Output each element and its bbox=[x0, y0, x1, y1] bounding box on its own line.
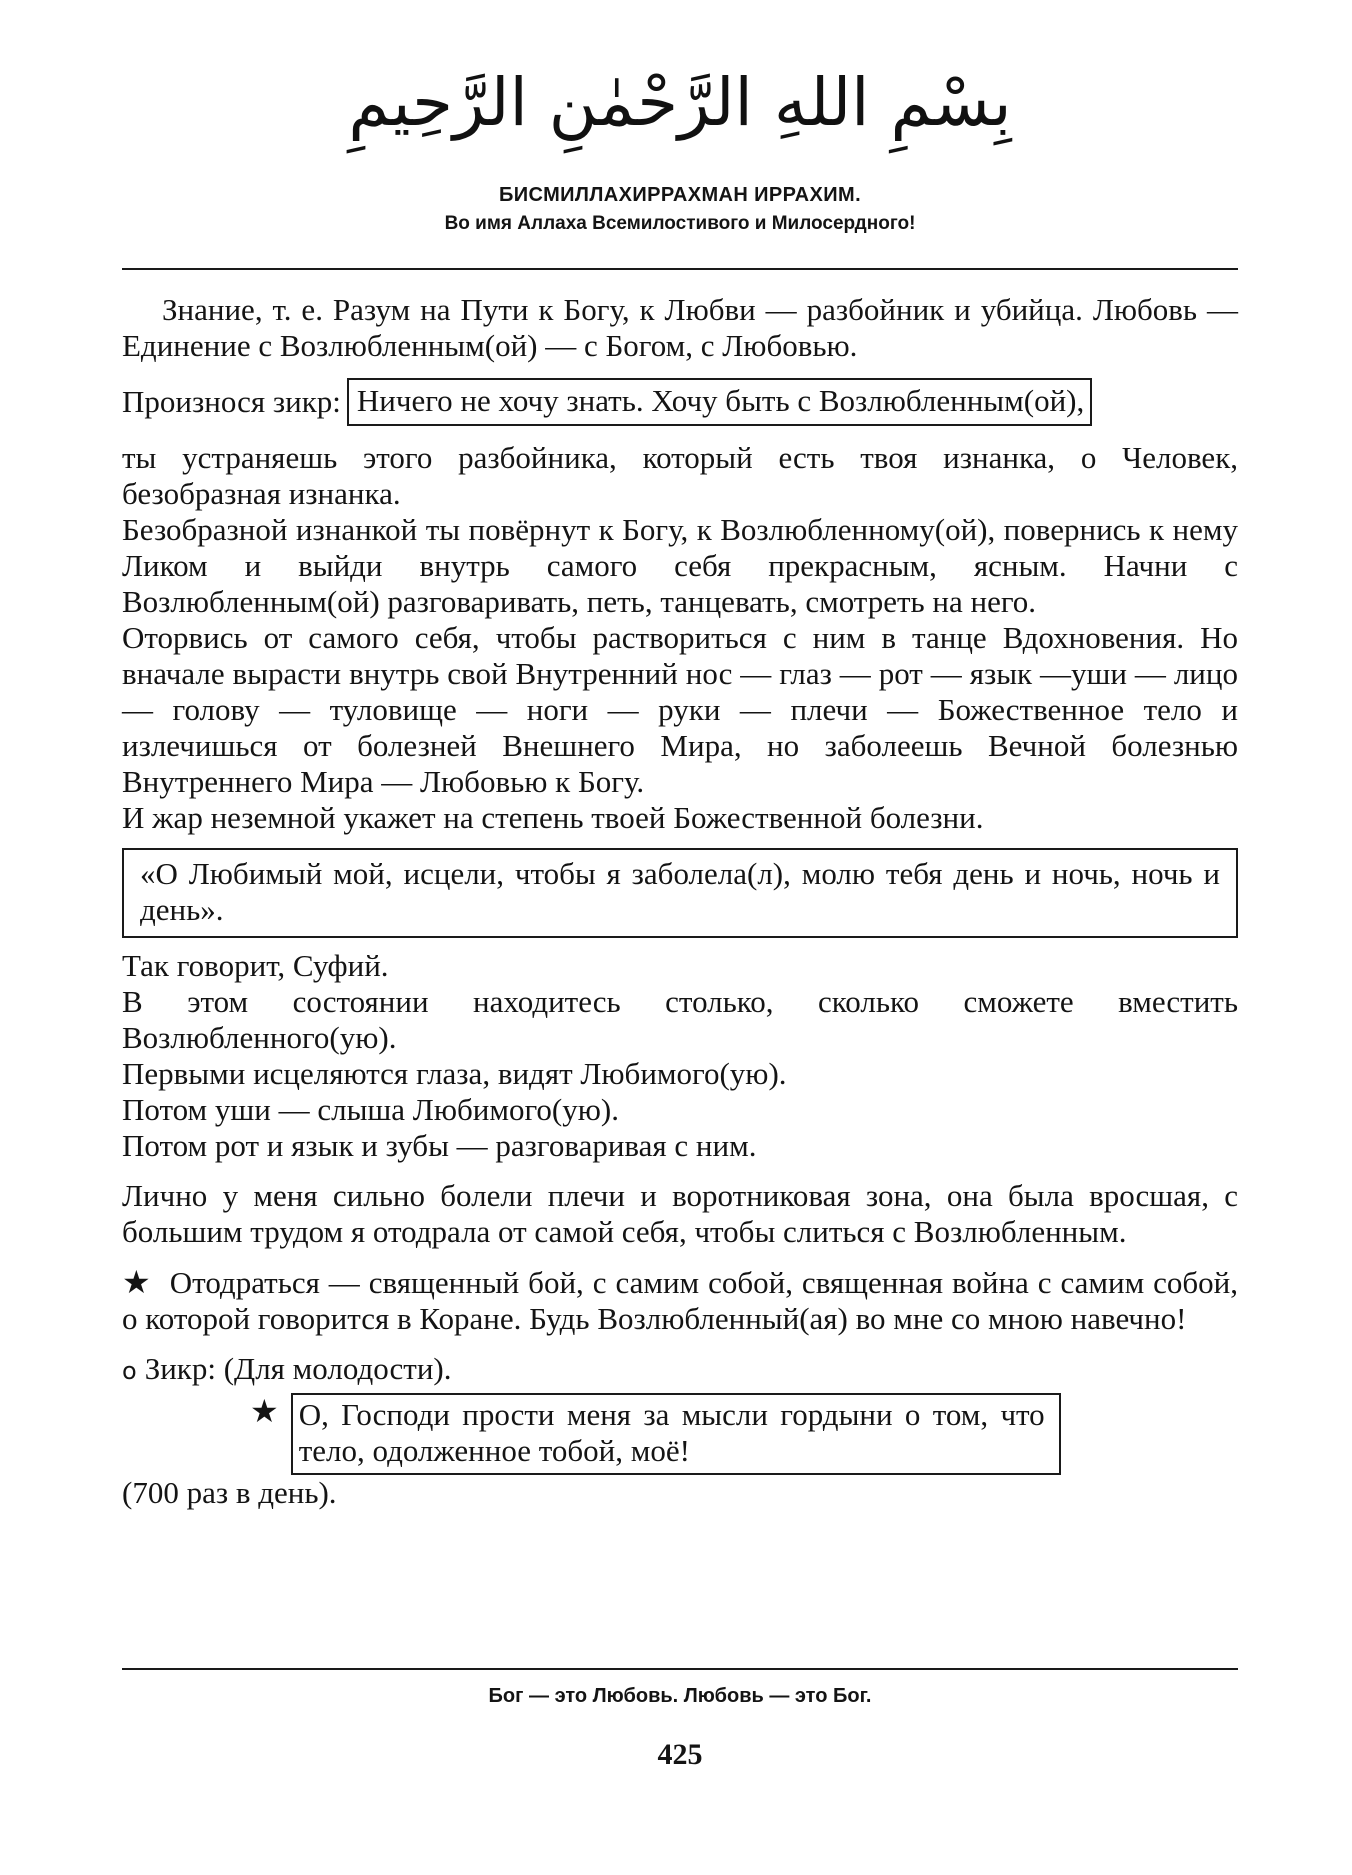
zikr2-row bbox=[250, 1393, 1238, 1475]
star-icon: ★ bbox=[250, 1392, 279, 1430]
quote-box: «О Любимый мой, исцели, чтобы я заболела(л), молю тебя день и ночь, ночь и день». bbox=[122, 848, 1238, 938]
footer-motto: Бог — это Любовь. Любовь — это Бог. bbox=[488, 1685, 872, 1707]
zikr-boxed-text: Ничего не хочу знать. Хочу быть с Возлюбленным(ой), bbox=[347, 378, 1092, 426]
paragraph: Первыми исцеляются глаза, видят Любимого(ую). bbox=[122, 1056, 787, 1091]
paragraph: Лично у меня сильно болели плечи и воротниковая зона, она была вросшая, с большим трудом я отодрала от самой себя, чтобы слиться с Возлюбленным. bbox=[122, 1178, 1238, 1249]
header-divider bbox=[122, 268, 1238, 270]
paragraph: Оторвись от самого себя, чтобы раствориться с ним в танце Вдохновения. Но вначале вырасти внутрь свой Внутренний нос — глаз — рот — язык —уши — лицо — голову — туловище — ноги — руки — плечи — Божественное тело и излечишься от болезней Внешнего Мира, но заболеешь Вечной болезнью Внутреннего Мира — Любовью к Богу. bbox=[122, 620, 1238, 799]
zikr2-label-line bbox=[122, 1351, 1238, 1389]
paragraph: Потом рот и язык и зубы — разговаривая с ним. bbox=[122, 1128, 757, 1163]
paragraph: В этом состоянии находитесь столько, сколько сможете вместить Возлюбленного(ую). bbox=[122, 984, 1238, 1055]
footer-divider bbox=[122, 1668, 1238, 1670]
page-header bbox=[122, 64, 1238, 235]
page-number: 425 bbox=[657, 1738, 703, 1771]
book-page bbox=[122, 0, 1238, 1875]
paragraph: И жар неземной укажет на степень твоей Божественной болезни. bbox=[122, 800, 984, 835]
header-subtitle: Во имя Аллаха Всемилостивого и Милосердного! bbox=[444, 213, 916, 234]
star-icon: ★ bbox=[122, 1263, 152, 1301]
page-body bbox=[122, 292, 1238, 1511]
star-paragraph bbox=[122, 1264, 1238, 1337]
circle-bullet-icon: o bbox=[122, 1357, 137, 1385]
paragraph: ты устраняешь этого разбойника, который есть твоя изнанка, о Человек, безобразная изнанка. bbox=[122, 440, 1238, 511]
header-title: БИСМИЛЛАХИРРАХМАН ИРРАХИМ. bbox=[498, 184, 862, 206]
zikr2-boxed-text: О, Господи прости меня за мысли гордыни о том, что тело, одолженное тобой, моё! bbox=[291, 1393, 1061, 1475]
zikr-line bbox=[122, 378, 1238, 426]
zikr2-label: Зикр: (Для молодости). bbox=[144, 1351, 452, 1386]
star-paragraph-text: Отодраться — священный бой, с самим собой, священная война с самим собой, о которой говорится в Коране. Будь Возлюбленный(ая) во мне со мною навечно! bbox=[122, 1265, 1239, 1336]
paragraph: Потом уши — слыша Любимого(ую). bbox=[122, 1092, 619, 1127]
paragraph: Так говорит, Суфий. bbox=[122, 948, 389, 983]
paragraph: Безобразной изнанкой ты повёрнут к Богу, к Возлюбленному(ой), повернись к нему Ликом и выйди внутрь самого себя прекрасным, ясным. Начни с Возлюбленным(ой) разговаривать, петь, танцевать, смотреть на него. bbox=[122, 512, 1238, 619]
bismillah-calligraphy: بِسْمِ اللهِ الرَّحْمٰنِ الرَّحِيمِ bbox=[348, 64, 1012, 141]
paragraph: Знание, т. е. Разум на Пути к Богу, к Любви — разбойник и убийца. Любовь — Единение с Возлюбленным(ой) — с Богом, с Любовью. bbox=[122, 292, 1238, 363]
zikr-label: Произнося зикр: bbox=[122, 384, 341, 419]
repetition-note: (700 раз в день). bbox=[122, 1475, 337, 1510]
